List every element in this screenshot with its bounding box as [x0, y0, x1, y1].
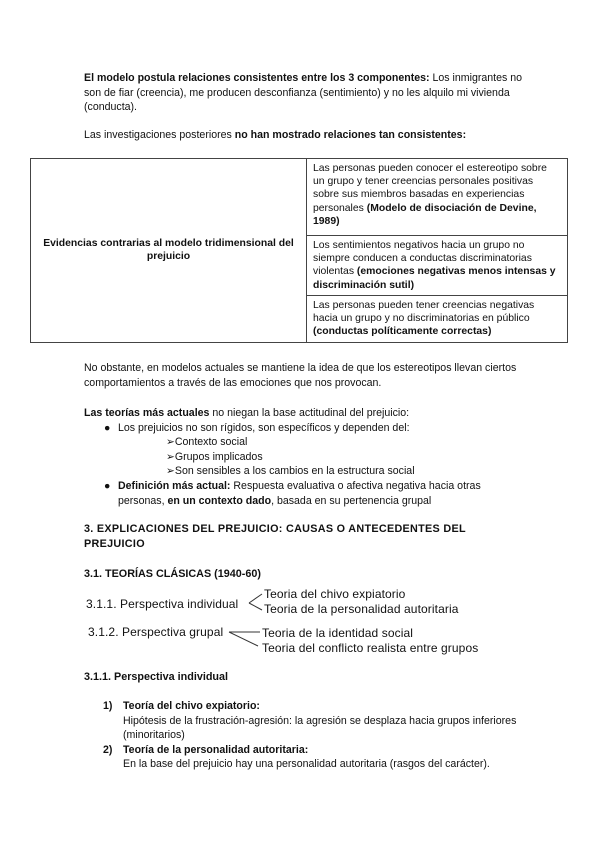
item-number: 2)	[103, 743, 113, 756]
bullet-icon: ●	[104, 421, 111, 434]
no-obstante-paragraph: No obstante, en modelos actuales se mantiene la idea de que los estereotipos llevan ciertos comportamientos a través de las emociones que nos provocan.	[84, 362, 517, 389]
item-number: 1)	[103, 700, 113, 712]
arrow-icon: ➢	[166, 450, 175, 463]
list-item	[118, 435, 524, 450]
arrow-icon: ➢	[166, 465, 175, 478]
arrow-text: Contexto social	[174, 436, 248, 449]
section-3-heading: 3. EXPLICACIONES DEL PREJUICIO: CAUSAS O ANTECEDENTES DEL PREJUICIO	[84, 523, 466, 550]
evidence-label: Evidencias contrarias al modelo tridimensional del prejuicio	[31, 159, 307, 343]
current-theories	[84, 406, 524, 508]
table-cell	[307, 295, 568, 342]
cell-text: Las personas pueden conocer el estereotipo sobre un grupo y tener creencias personales positivas sobre sus miembros basadas en experiencias personales	[313, 163, 547, 214]
cell-text: Los sentimientos negativos hacia un grupo no siempre conducen a conductas discriminatorias violentas	[313, 240, 532, 278]
arrow-text: Grupos implicados	[174, 450, 263, 463]
diagram-item: Teoria de la personalidad autoritaria	[264, 602, 459, 616]
diagram-item: Teoria de la identidad social	[262, 626, 413, 640]
bracket-lines	[228, 624, 262, 652]
theories-list	[104, 421, 524, 509]
list-item	[118, 464, 524, 479]
bullet-icon: ●	[104, 479, 111, 492]
bullet-text: , basada en su pertenencia grupal	[271, 494, 432, 507]
later-research	[84, 128, 524, 143]
item-title: Teoría del chivo expiatorio:	[123, 700, 260, 712]
arrow-icon: ➢	[166, 436, 175, 449]
list-item	[103, 699, 523, 743]
theories-intro	[84, 406, 524, 421]
diagram-item: Teoria del chivo expiatorio	[264, 587, 406, 601]
theories-bold: Las teorías más actuales	[84, 407, 210, 419]
section-31-heading: 3.1. TEORÍAS CLÁSICAS (1940-60)	[84, 568, 261, 580]
arrow-list	[118, 435, 524, 479]
table-cell	[307, 236, 568, 296]
cell-bold: (Modelo de disociación de Devine, 1989)	[313, 202, 537, 227]
intro-paragraph	[84, 71, 524, 115]
theory-list	[103, 699, 523, 772]
bullet-bold: Definición más actual:	[118, 479, 231, 492]
bracket-lines	[248, 590, 264, 616]
list-item	[104, 479, 524, 508]
evidence-table	[30, 158, 568, 343]
later-bold: no han mostrado relaciones tan consistentes:	[234, 129, 467, 141]
intro-text: Los inmigrantes no son de fiar (creencia), me producen desconfianza (sentimiento) y no les alquilo mi vivienda (conducta).	[84, 72, 523, 114]
section-311-heading: 3.1.1. Perspectiva individual	[84, 671, 229, 683]
table-row	[31, 159, 568, 236]
cell-bold: (conductas políticamente correctas)	[313, 326, 492, 338]
perspective-grupal-label: 3.1.2. Perspectiva grupal	[88, 625, 224, 639]
diagram-item: Teoria del conflicto realista entre grupos	[262, 641, 479, 655]
bullet-text: Los prejuicios no son rígidos, son específicos y dependen del:	[118, 421, 410, 434]
later-plain: Las investigaciones posteriores	[84, 129, 235, 141]
intro-bold: El modelo postula relaciones consistentes entre los 3 componentes:	[84, 72, 430, 84]
item-desc: En la base del prejuicio hay una personalidad autoritaria (rasgos del carácter).	[123, 758, 490, 771]
cell-text: Las personas pueden tener creencias negativas hacia un grupo y no discriminatorias en público	[313, 299, 535, 325]
theories-text: no niegan la base actitudinal del prejuicio:	[209, 407, 410, 419]
cell-bold: (emociones negativas menos intensas y discriminación sutil)	[313, 266, 556, 291]
list-item	[104, 421, 524, 479]
table-cell	[307, 159, 568, 236]
list-item	[103, 743, 523, 772]
list-item	[118, 450, 524, 465]
bullet-bold: en un contexto dado	[167, 494, 272, 507]
bullet-text: Respuesta evaluativa o afectiva negativa hacia otras personas,	[118, 479, 481, 507]
item-desc: Hipótesis de la frustración-agresión: la agresión se desplaza hacia grupos inferiores (minoritarios)	[123, 714, 517, 742]
arrow-text: Son sensibles a los cambios en la estructura social	[174, 465, 415, 478]
perspective-individual-label: 3.1.1. Perspectiva individual	[86, 597, 239, 611]
item-title: Teoría de la personalidad autoritaria:	[123, 743, 309, 756]
